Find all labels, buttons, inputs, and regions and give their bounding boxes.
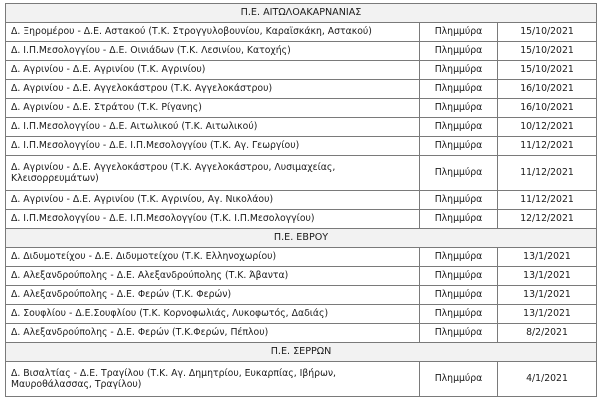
table-body [6,4,597,397]
event-cell: Πλημμύρα [420,286,498,305]
place-cell: Δ. Ι.Π.Μεσολογγίου - Δ.Ε. Ι.Π.Μεσολογγίου (Τ.Κ. Αγ. Γεωργίου) [6,137,420,156]
event-cell: Πλημμύρα [420,191,498,210]
table-row [6,118,597,137]
table-row [6,267,597,286]
event-cell: Πλημμύρα [420,61,498,80]
event-cell: Πλημμύρα [420,80,498,99]
place-cell: Δ. Βισαλτίας - Δ.Ε. Τραγίλου (Τ.Κ. Αγ. Δημητρίου, Ευκαρπίας, Ιβήρων, Μαυροθάλασσας, Τραγίλου) [6,362,420,397]
place-cell: Δ. Αγρινίου - Δ.Ε. Στράτου (Τ.Κ. Ρίγανης) [6,99,420,118]
place-cell: Δ. Ξηρομέρου - Δ.Ε. Αστακού (Τ.Κ. Στρογγυλοβουνίου, Καραϊσκάκη, Αστακού) [6,23,420,42]
event-cell: Πλημμύρα [420,137,498,156]
date-cell: 16/10/2021 [498,80,597,99]
event-cell: Πλημμύρα [420,210,498,229]
event-cell: Πλημμύρα [420,324,498,343]
date-cell: 12/12/2021 [498,210,597,229]
event-cell: Πλημμύρα [420,99,498,118]
date-cell: 15/10/2021 [498,42,597,61]
place-cell: Δ. Αγρινίου - Δ.Ε. Αγρινίου (Τ.Κ. Αγρινίου) [6,61,420,80]
section-header-row [6,4,597,23]
date-cell: 16/10/2021 [498,99,597,118]
place-cell: Δ. Ι.Π.Μεσολογγίου - Δ.Ε. Οινιάδων (Τ.Κ. Λεσινίου, Κατοχής) [6,42,420,61]
place-cell: Δ. Αγρινίου - Δ.Ε. Αγγελοκάστρου (Τ.Κ. Αγγελοκάστρου) [6,80,420,99]
table-row [6,210,597,229]
date-cell: 11/12/2021 [498,191,597,210]
disaster-table [5,3,597,397]
table-row [6,80,597,99]
section-title: Π.Ε. ΑΙΤΩΛΟΑΚΑΡΝΑΝΙΑΣ [6,4,597,23]
table-row [6,42,597,61]
section-header-row [6,229,597,248]
table-row [6,286,597,305]
event-cell: Πλημμύρα [420,267,498,286]
date-cell: 11/12/2021 [498,156,597,191]
date-cell: 13/1/2021 [498,267,597,286]
section-title: Π.Ε. ΕΒΡΟΥ [6,229,597,248]
place-cell: Δ. Διδυμοτείχου - Δ.Ε. Διδυμοτείχου (Τ.Κ. Ελληνοχωρίου) [6,248,420,267]
date-cell: 4/1/2021 [498,362,597,397]
event-cell: Πλημμύρα [420,248,498,267]
table-row [6,137,597,156]
place-cell: Δ. Αγρινίου - Δ.Ε. Αγρινίου (Τ.Κ. Αγρινίου, Αγ. Νικολάου) [6,191,420,210]
event-cell: Πλημμύρα [420,42,498,61]
table-row [6,248,597,267]
table-row [6,362,597,397]
date-cell: 13/1/2021 [498,248,597,267]
date-cell: 13/1/2021 [498,286,597,305]
table-row [6,305,597,324]
place-cell: Δ. Αλεξανδρούπολης - Δ.Ε. Αλεξανδρούπολης (Τ.Κ. Άβαντα) [6,267,420,286]
place-cell: Δ. Αγρινίου - Δ.Ε. Αγγελοκάστρου (Τ.Κ. Αγγελοκάστρου, Λυσιμαχείας, Κλεισορρευμάτων) [6,156,420,191]
table-row [6,99,597,118]
event-cell: Πλημμύρα [420,362,498,397]
place-cell: Δ. Σουφλίου - Δ.Ε.Σουφλίου (Τ.Κ. Κορνοφωλιάς, Λυκοφωτός, Δαδιάς) [6,305,420,324]
event-cell: Πλημμύρα [420,23,498,42]
event-cell: Πλημμύρα [420,156,498,191]
table-row [6,61,597,80]
date-cell: 15/10/2021 [498,23,597,42]
date-cell: 10/12/2021 [498,118,597,137]
table-row [6,23,597,42]
section-header-row [6,343,597,362]
section-title: Π.Ε. ΣΕΡΡΩΝ [6,343,597,362]
table-row [6,156,597,191]
place-cell: Δ. Αλεξανδρούπολης - Δ.Ε. Φερών (Τ.Κ. Φερών) [6,286,420,305]
table-row [6,324,597,343]
place-cell: Δ. Αλεξανδρούπολης - Δ.Ε. Φερών (Τ.Κ.Φερών, Πέπλου) [6,324,420,343]
event-cell: Πλημμύρα [420,118,498,137]
place-cell: Δ. Ι.Π.Μεσολογγίου - Δ.Ε. Ι.Π.Μεσολογγίου (Τ.Κ. Ι.Π.Μεσολογγίου) [6,210,420,229]
date-cell: 15/10/2021 [498,61,597,80]
event-cell: Πλημμύρα [420,305,498,324]
date-cell: 11/12/2021 [498,137,597,156]
place-cell: Δ. Ι.Π.Μεσολογγίου - Δ.Ε. Αιτωλικού (Τ.Κ. Αιτωλικού) [6,118,420,137]
table-row [6,191,597,210]
date-cell: 13/1/2021 [498,305,597,324]
date-cell: 8/2/2021 [498,324,597,343]
